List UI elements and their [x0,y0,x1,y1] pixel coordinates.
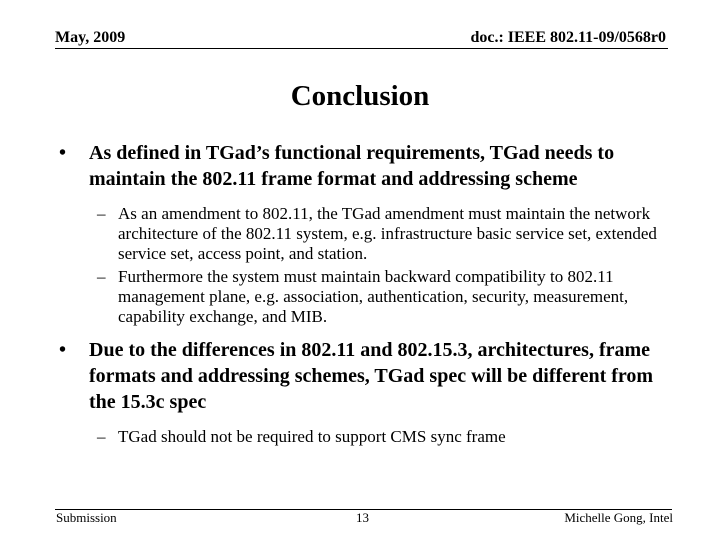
footer-submission: Submission [56,510,117,525]
sub-bullet-2-1 [56,427,680,447]
sub-bullet-1-2 [56,267,680,327]
sub-bullet-1-1-text: As an amendment to 802.11, the TGad amendment must maintain the network architecture of the 802.11 system, e.g. infrastructure basic service set, extended service set, access point, and station. [118,204,657,263]
sub-bullet-1-1 [56,204,680,264]
slide-title: Conclusion [290,80,430,112]
footer-page-number: 13 [356,510,369,525]
slide-body [56,140,680,447]
header-doc-id: doc.: IEEE 802.11-09/0568r0 [470,29,666,46]
dash-marker: – [97,267,106,286]
footer-author: Michelle Gong, Intel [564,510,673,525]
bullet-marker: • [59,339,67,361]
sub-bullet-1-2-text: Furthermore the system must maintain backward compatibility to 802.11 management plane, e.g. association, authentication, security, measurement, capability exchange, and MIB. [118,267,629,326]
header-rule [55,48,668,49]
bullet-2-text: Due to the differences in 802.11 and 802.15.3, architectures, frame formats and addressing schemes, TGad spec will be different from the 15.3c spec [89,339,654,413]
sub-bullet-2-1-text: TGad should not be required to support CMS sync frame [118,427,506,446]
bullet-1 [56,140,680,192]
header-date: May, 2009 [55,29,126,46]
bullet-marker: • [59,142,67,164]
bullet-2 [56,337,680,415]
bullet-1-text: As defined in TGad’s functional requirements, TGad needs to maintain the 802.11 frame format and addressing scheme [89,142,615,190]
dash-marker: – [97,427,106,446]
dash-marker: – [97,204,106,223]
